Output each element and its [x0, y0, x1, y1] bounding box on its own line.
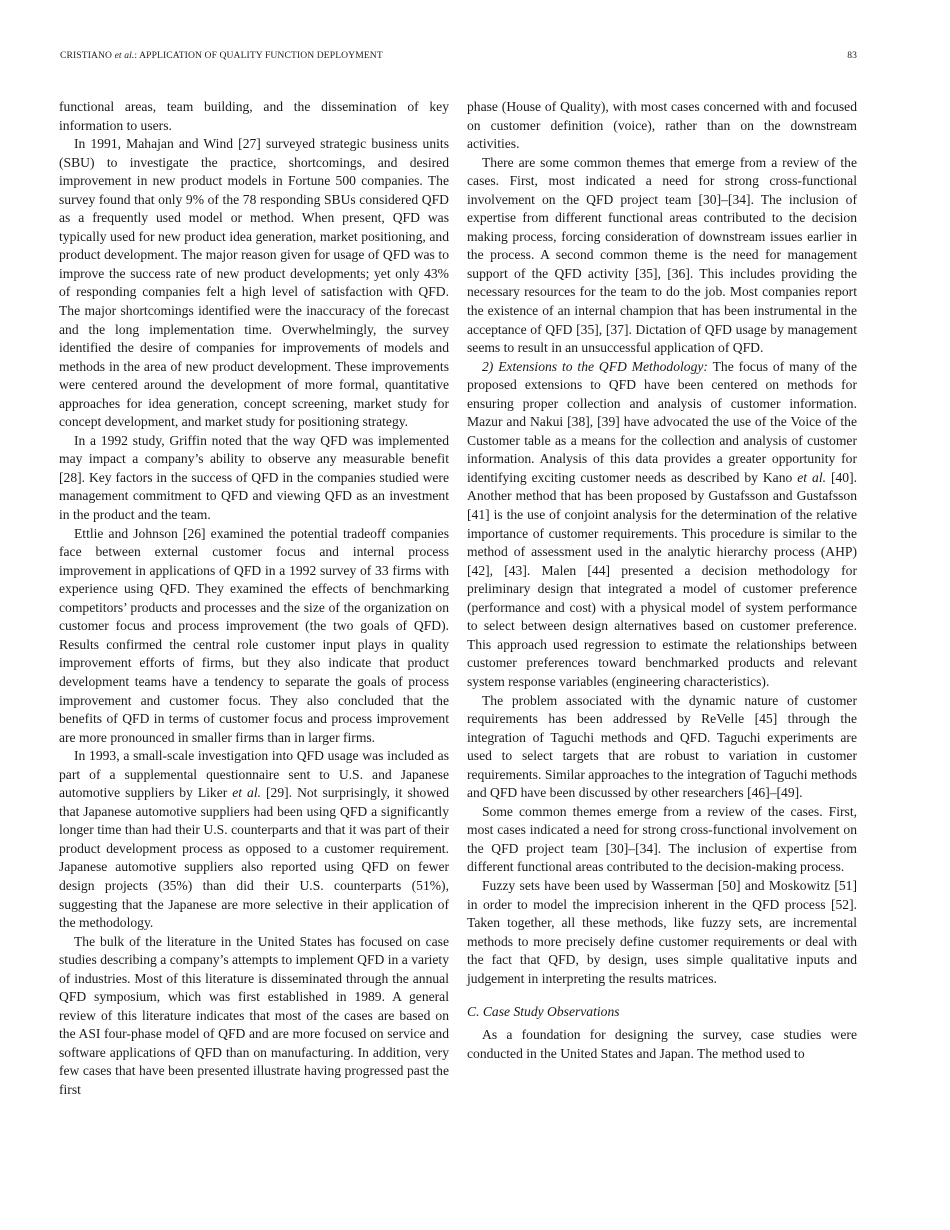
right-column — [467, 98, 857, 1063]
paragraph — [59, 747, 449, 932]
paragraph: functional areas, team building, and the dissemination of key information to users. — [59, 99, 449, 133]
paragraph: As a foundation for designing the survey, case studies were conducted in the United States and Japan. The method used to — [467, 1027, 857, 1061]
paragraph-text: In 1993, a small-scale investigation into QFD usage was included as part of a supplemental questionnaire sent to U.S. and Japanese automotive suppliers by Liker — [59, 748, 449, 801]
running-title-suffix: : APPLICATION OF QUALITY FUNCTION DEPLOYMENT — [134, 50, 383, 61]
paragraph: In 1991, Mahajan and Wind [27] surveyed strategic business units (SBU) to investigate the practice, shortcomings, and desired improvement in new product models in Fortune 500 companies. The survey found that only 9% of the 78 responding SBUs considered QFD as a frequently used model or method. When present, QFD was typically used for new product idea generation, market positioning, and product development. The major reason given for usage of QFD was to improve the success rate of new product developments; yet only 43% of responding companies felt a high level of satisfaction with QFD. The major shortcomings identified were the inaccuracy of the forecast and the long implementation time. Overwhelmingly, the survey identified the desire of companies for improvements of models and methods in the area of new product development. These improvements were centered around the development of more formal, quantitative approaches for idea generation, concept screening, market study for concept development, and market study for positioning strategy. — [59, 136, 449, 430]
paragraph: Ettlie and Johnson [26] examined the potential tradeoff companies face between external customer focus and internal process improvement in applications of QFD in a 1992 survey of 33 firms with experience using QFD. They examined the effects of benchmarking competitors’ products and processes and the size of the organization on customer focus and process improvement (the two goals of QFD). Results confirmed the central role customer input plays in quality improvement efforts of firms, but they also indicate that product development teams have a tendency to separate the goals of process improvement and customer focus. They also concluded that the benefits of QFD in terms of customer focus and process improvement are more pronounced in smaller firms than in larger firms. — [59, 525, 449, 745]
paragraph-text: The focus of many of the proposed extensions to QFD have been centered on methods for ensuring proper collection and analysis of customer information. Mazur and Nakui [38], [39] have advocated the use of the Voice of the Customer table as a means for the collection and analysis of customer information. Analysis of this data provides a greater opportunity for identifying exciting customer needs as described by Kano — [467, 358, 857, 485]
paragraph: The problem associated with the dynamic nature of customer requirements has been addressed by ReVelle [45] through the integration of Taguchi methods and QFD. Taguchi experiments are used to select targets that are robust to variation in customer requirements. Similar approaches to the integration of Taguchi methods and QFD have been discussed by other researchers [46]–[49]. — [467, 692, 857, 801]
page-number: 83 — [847, 50, 857, 61]
paragraph: There are some common themes that emerge from a review of the cases. First, most indicated a need for strong cross-functional involvement on the QFD project team [30]–[34]. The inclusion of expertise from different functional areas contributed to the decision making process, forcing consideration of downstream issues earlier in the process. A second common theme is the need for management support of the QFD activity [35], [36]. This includes providing the necessary resources for the team to do the job. Most companies report the existence of an internal champion that has been instrumental in the acceptance of QFD [35], [37]. Dictation of QFD usage by management seems to result in an unsuccessful application of QFD. — [467, 154, 857, 356]
subsection-runin-heading: 2) Extensions to the QFD Methodology: — [482, 358, 708, 374]
left-column — [59, 98, 449, 1100]
etal-italic: et al. — [232, 785, 262, 801]
running-title-prefix: CRISTIANO — [60, 50, 115, 61]
paragraph: phase (House of Quality), with most cases concerned with and focused on customer definition (voice), rather than on the downstream activities. — [467, 99, 857, 152]
etal-italic: et al. — [797, 469, 826, 485]
running-header — [60, 50, 857, 64]
paragraph-text: [29]. Not surprisingly, it showed that Japanese automotive suppliers had been using QFD a significantly longer time than had their U.S. counterparts and that it was part of their product development process as opposed to a customer requirement. Japanese automotive suppliers also reported using QFD on fewer design projects (35%) than did their U.S. counterparts (51%), suggesting that the Japanese are more selective in their application of the methodology. — [59, 785, 449, 931]
paragraph: Some common themes emerge from a review of the cases. First, most cases indicated a need for strong cross-functional involvement on the QFD project team [30]–[34]. The inclusion of expertise from different functional areas contributed to the decision-making process. — [467, 803, 857, 875]
running-title — [60, 50, 383, 61]
section-heading: C. Case Study Observations — [467, 1004, 620, 1020]
paragraph: The bulk of the literature in the United States has focused on case studies describing a company’s attempts to implement QFD in a variety of industries. Most of this literature is disseminated through the annual QFD symposium, which was first established in 1989. A general review of this literature indicates that most of the cases are based on the ASI four-phase model of QFD and are more focused on service and software applications of QFD than on manufacturing. In addition, very few cases that have been presented illustrate having progressed past the first — [59, 933, 449, 1097]
paragraph-text: [40]. Another method that has been proposed by Gustafsson and Gustafsson [41] is the use of conjoint analysis for the determination of the relative importance of customer requirements. This procedure is similar to the method of assessment used in the analytic hierarchy process (AHP) [42], [43]. Malen [44] presented a decision methodology for preliminary design that integrated a model of customer preference (performance and cost) with a physical model of system performance to select between design alternatives based on customer preference. This approach used regression to estimate the relationships between customer preferences toward benchmarked products and relevant system response variables (engineering characteristics). — [467, 469, 857, 689]
paragraph: Fuzzy sets have been used by Wasserman [50] and Moskowitz [51] in order to model the imprecision inherent in the QFD process [52]. Taken together, all these methods, like fuzzy sets, are incremental methods to more precisely define customer requirements or deal with the fact that QFD, by design, uses simple qualitative inputs and judgement in interpreting the results matrices. — [467, 877, 857, 986]
subsection-paragraph — [467, 358, 857, 692]
paragraph: In a 1992 study, Griffin noted that the way QFD was implemented may impact a company’s ability to observe any measurable benefit [28]. Key factors in the success of QFD in the companies studied were management commitment to QFD and viewing QFD as an investment in the product and the team. — [59, 432, 449, 523]
running-title-etal: et al. — [114, 50, 135, 61]
